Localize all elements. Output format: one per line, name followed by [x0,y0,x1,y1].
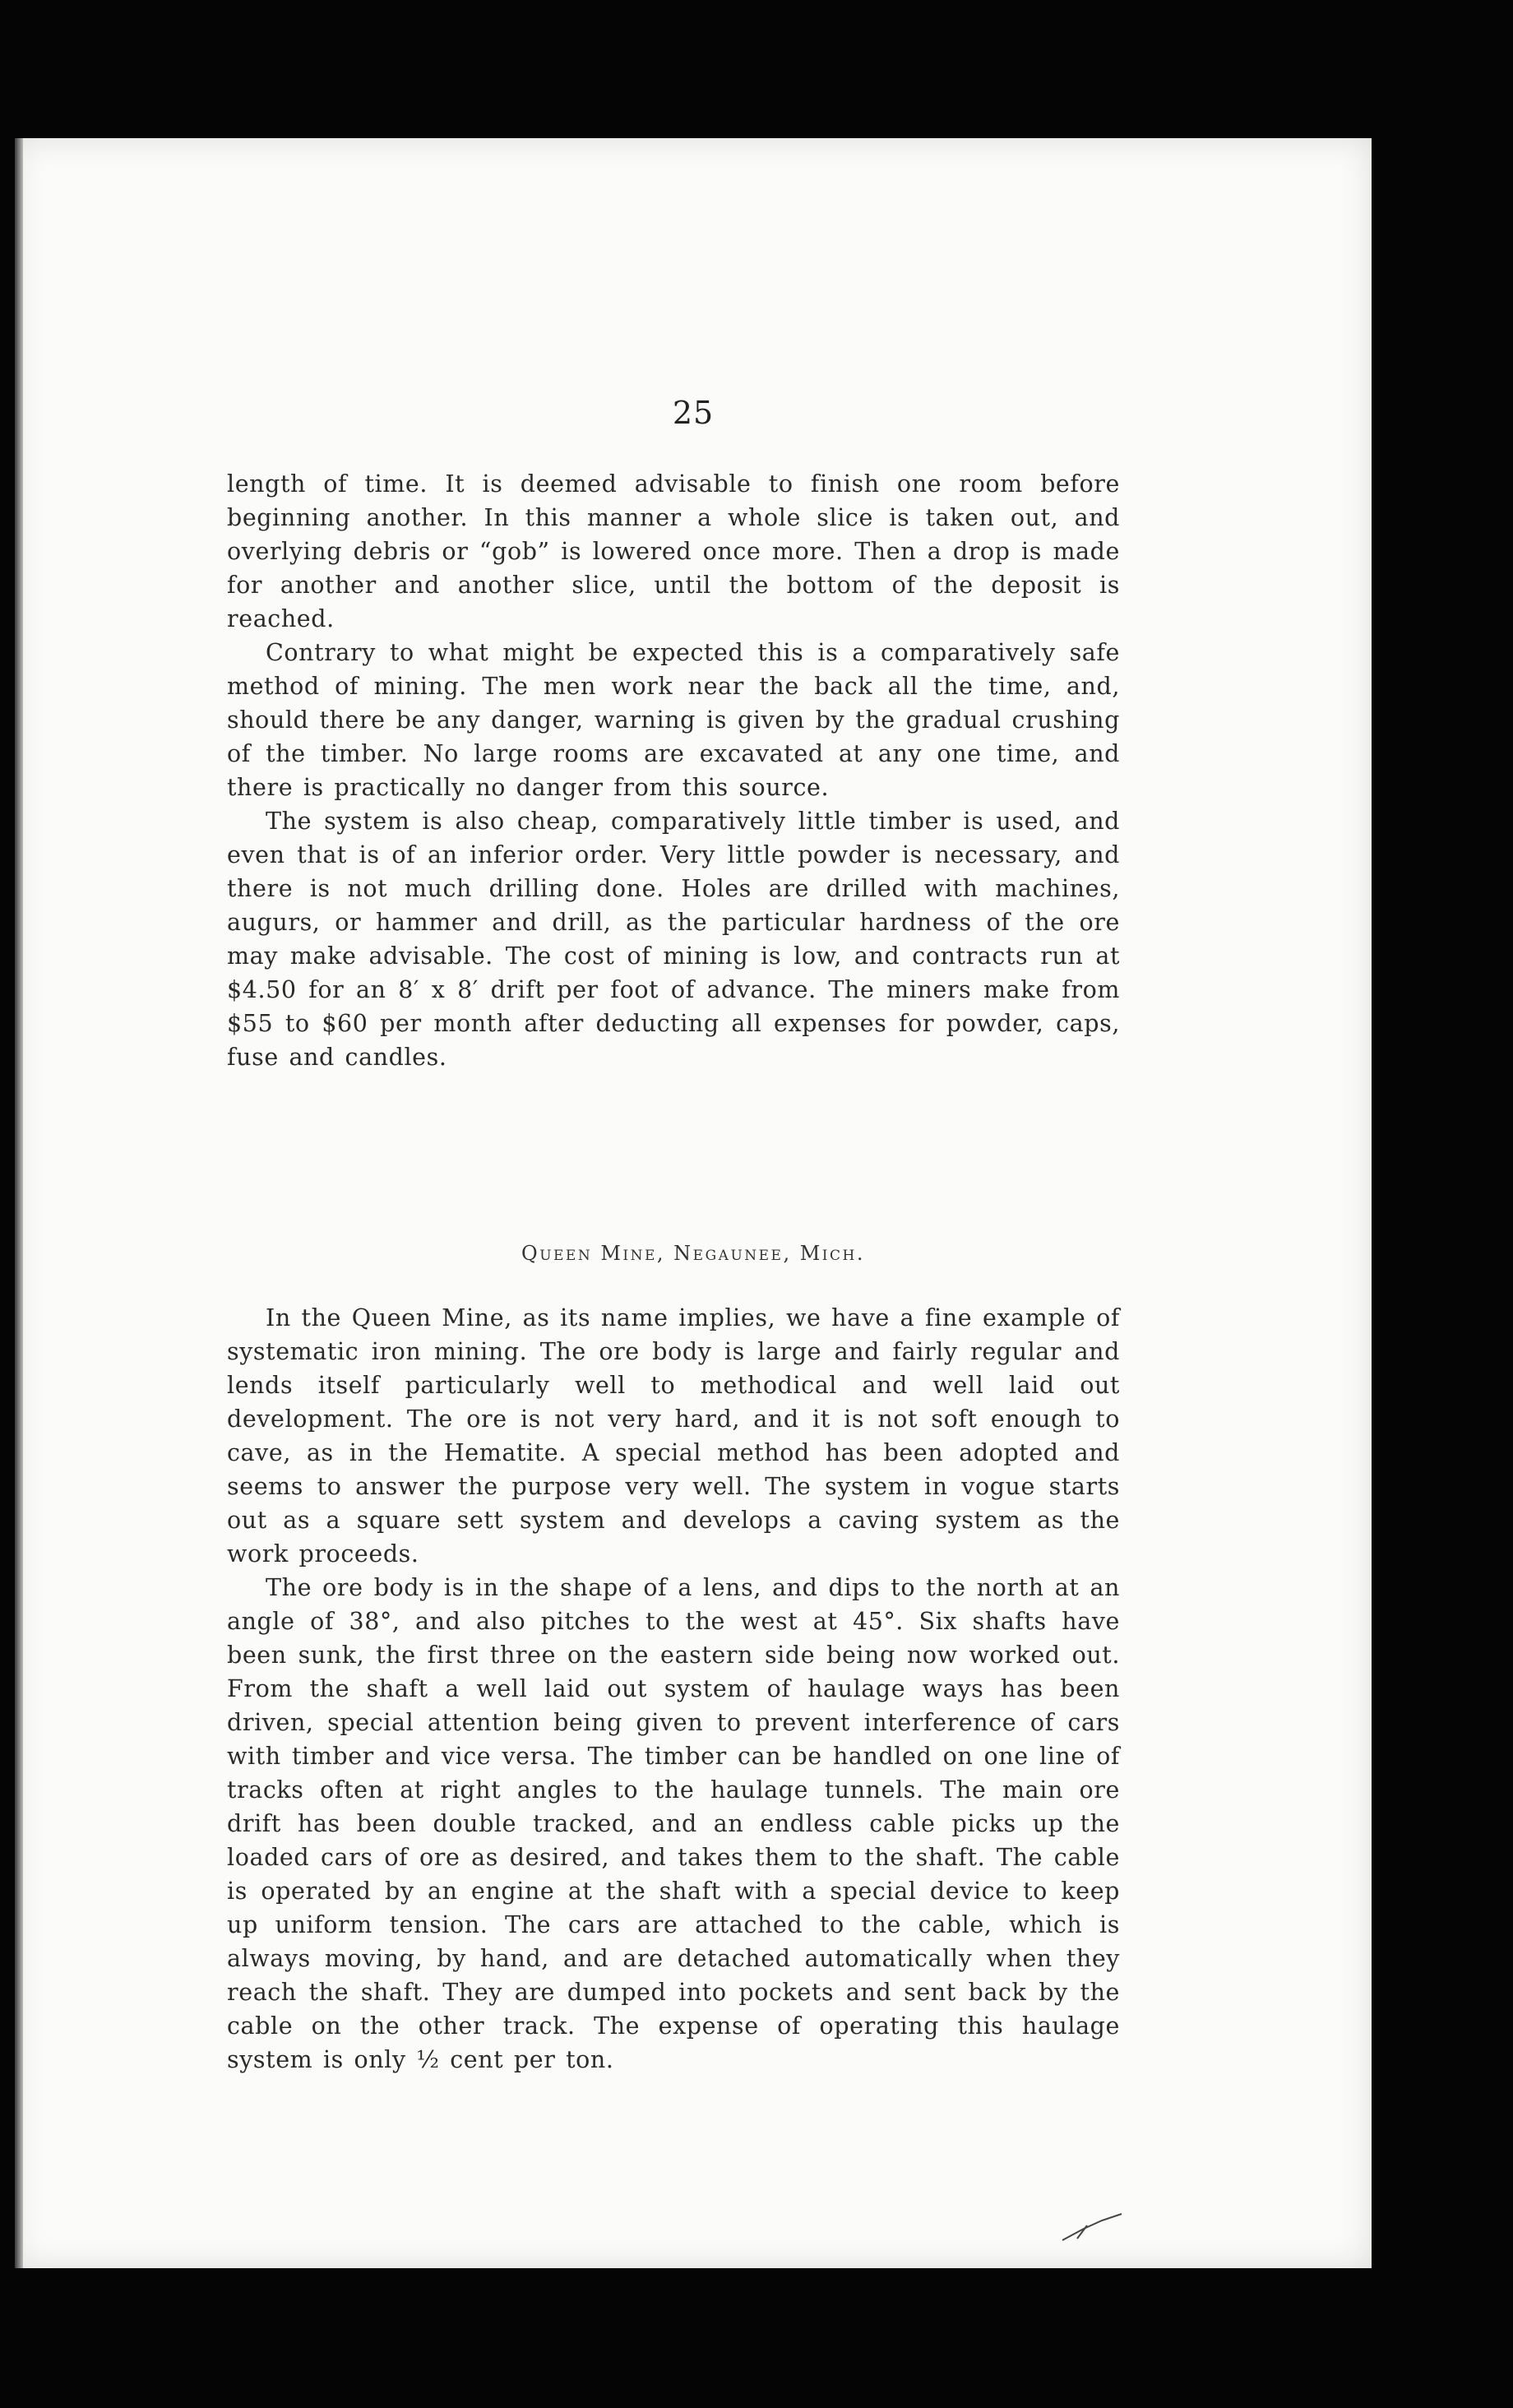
section-heading: Queen Mine, Negaunee, Mich. [521,1242,865,1265]
text-block-lower [227,1301,1120,2077]
page-edge-shadow [15,138,23,2268]
paragraph: Contrary to what might be expected this is a comparatively safe method of mining. The men work near the back all the time, and, should there be any danger, warning is given by the gradual crushing of the timber. No large rooms are excavated at any one time, and there is practically no danger from this source. [227,639,1120,801]
text-block-upper [227,467,1120,1074]
paragraph: The system is also cheap, comparatively little timber is used, and even that is of an inferior order. Very little powder is necessary, and there is not much drilling done. Holes are drilled with machines, augurs, or hammer and drill, as the particular hardness of the ore may make advisable. The cost of mining is low, and contracts run at $4.50 for an 8′ x 8′ drift per foot of advance. The miners make from $55 to $60 per month after deducting all expenses for powder, caps, fuse and candles. [227,808,1120,1071]
page-number: 25 [672,395,715,431]
paragraph: length of time. It is deemed advisable to finish one room before beginning another. In this manner a whole slice is taken out, and overlying debris or “gob” is lowered once more. Then a drop is made for another and another slice, until the bottom of the deposit is reached. [227,470,1120,632]
paragraph: The ore body is in the shape of a lens, and dips to the north at an angle of 38°, and also pitches to the west at 45°. Six shafts have been sunk, the first three on the eastern side being now worked out. From the shaft a well laid out system of haulage ways has been driven, special attention being given to prevent interference of cars with timber and vice versa. The timber can be handled on one line of tracks often at right angles to the haulage tunnels. The main ore drift has been double tracked, and an endless cable picks up the loaded cars of ore as desired, and takes them to the shaft. The cable is operated by an engine at the shaft with a special device to keep up uniform tension. The cars are attached to the cable, which is always moving, by hand, and are detached automatically when they reach the shaft. They are dumped into pockets and sent back by the cable on the other track. The expense of operating this haulage system is only ½ cent per ton. [227,1574,1120,2073]
scanned-page [15,138,1372,2268]
paragraph: In the Queen Mine, as its name implies, we have a fine example of systematic iron mining. The ore body is large and fairly regular and lends itself particularly well to methodical and well laid out development. The ore is not very hard, and it is not soft enough to cave, as in the Hematite. A special method has been adopted and seems to answer the purpose very well. The system in vogue starts out as a square sett system and develops a caving system as the work proceeds. [227,1304,1120,1568]
pencil-mark-icon [1059,2211,1125,2244]
